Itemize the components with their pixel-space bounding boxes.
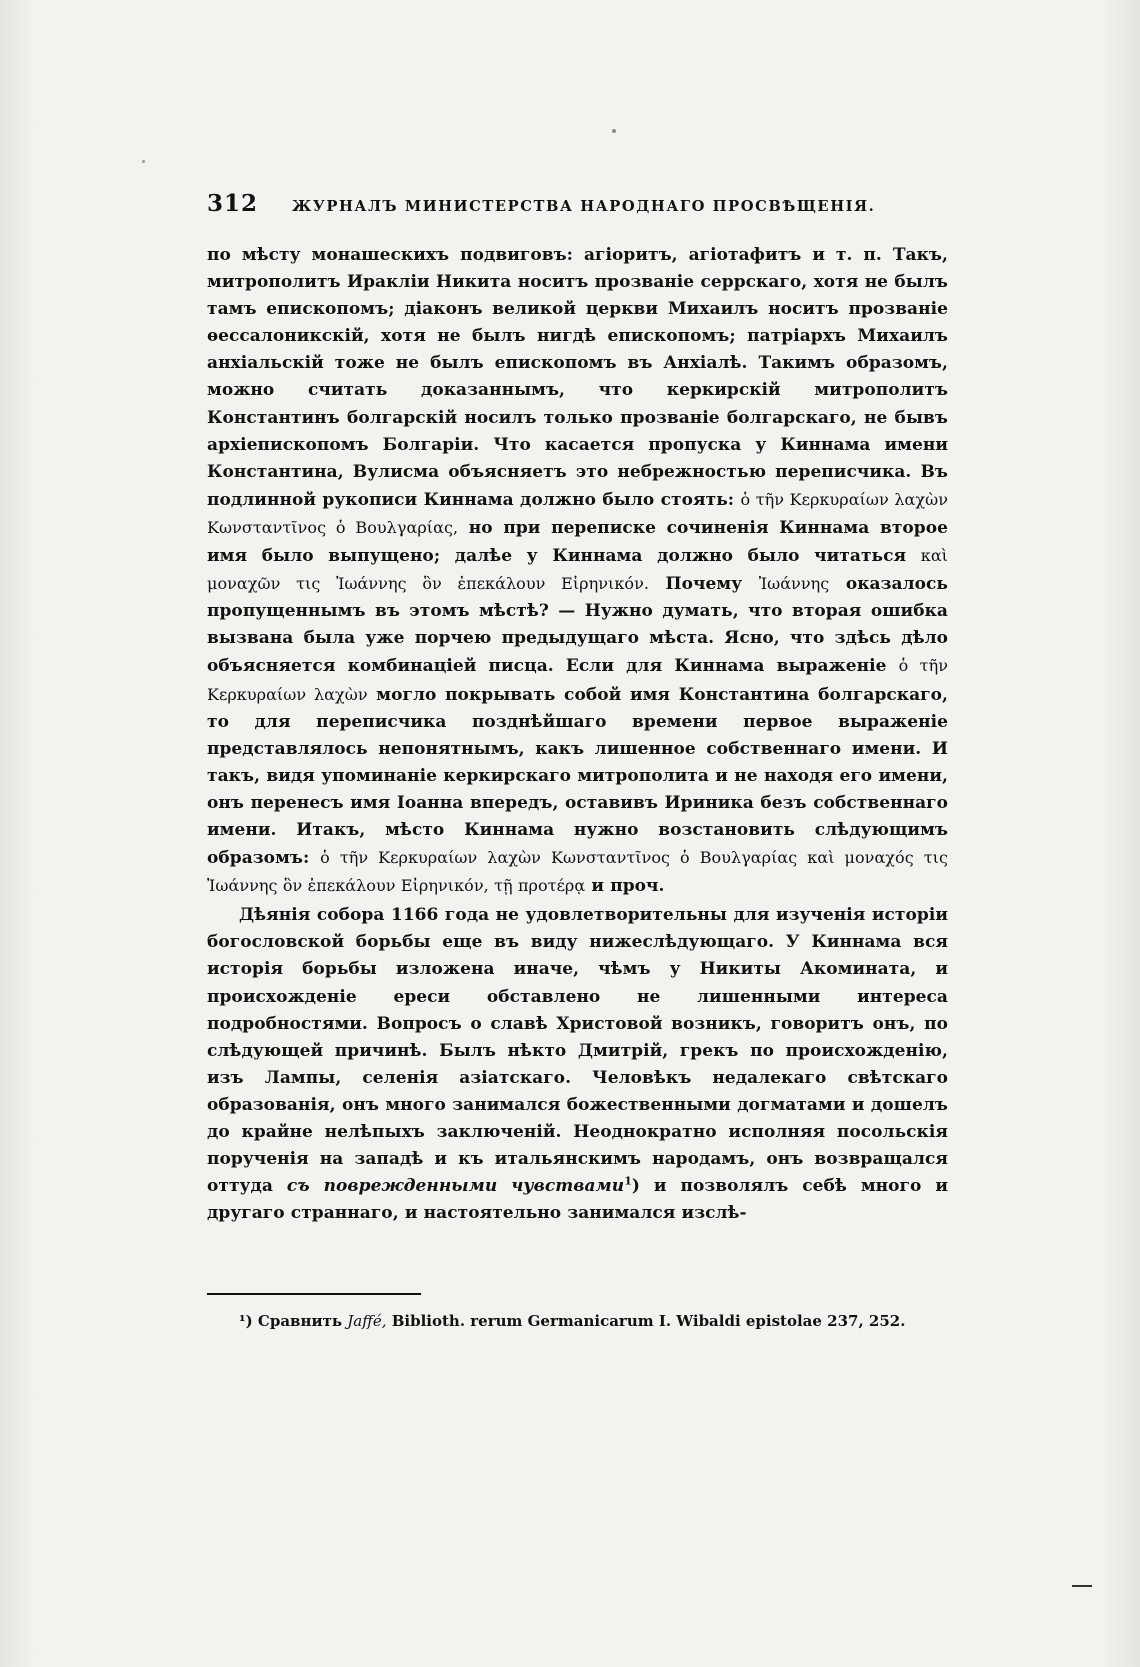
paragraph-text: и проч. [585,876,665,897]
greek-quotation: ὁ τῆν Κερκυραίων λαχὼν Κωνσταντῖνος ὁ Βουλγαρίας, [207,489,948,537]
running-title: ЖУРНАЛЪ МИНИСТЕРСТВА НАРОДНАГО ПРОСВѢЩЕНІЯ. [292,197,876,215]
page-number: 312 [207,190,259,217]
main-text [207,242,948,1627]
greek-name: Ἰωάννης [758,574,830,594]
greek-quotation: ὁ τῆν Κερκυραίων λαχὼν Κωνσταντῖνος ὁ Βουλγαρίας καὶ μοναχός τις Ἰωάννης ὃν ἐπεκάλουν Εἰρηνικόν, τῇ προτέρᾳ [207,848,948,896]
paragraph-text: Почему [649,574,759,595]
right-scan-shadow [1100,0,1140,1667]
paragraph-text: Дѣянія собора 1166 года не удовлетворительны для изученія исторіи богословской борьбы еще въ виду нижеслѣдующаго. У Киннама вся исторія борьбы изложена иначе, чѣмъ у Никиты Акомината, и происхожденіе ереси обставлено не лишенными интереса подробностями. Вопросъ о славѣ Христовой возникъ, говоритъ онъ, по слѣдующей причинѣ. Былъ нѣкто Дмитрій, грекъ по происхожденію, изъ Лампы, селенія азіатскаго. Человѣкъ недалекаго свѣтскаго образованія, онъ много занимался божественными догматами и дошелъ до крайне нелѣпыхъ заключеній. Неоднократно исполняя посольскія порученія на западѣ и къ итальянскимъ народамъ, онъ возвращался оттуда [207,905,948,1197]
paragraph [207,902,948,1227]
footnote-divider [207,1293,421,1295]
paragraph-text: могло покрывать собой имя Константина болгарскаго, то для переписчика позднѣйшаго времени первое выраженіе представлялось непонятнымъ, какъ лишенное собственнаго имени. И такъ, видя упоминаніе керкирскаго митрополита и не находя его имени, онъ перенесъ имя Іоанна впередъ, оставивъ Ириника безъ собственнаго имени. Итакъ, мѣсто Киннама нужно возстановить слѣдующимъ образомъ: [207,684,948,869]
greek-quotation: καὶ μοναχῶν τις Ἰωάννης ὃν ἐπεκάλουν Εἰρηνικόν. [207,546,948,594]
paragraph-text: ) и позволялъ себѣ много и другаго страннаго, и настоятельно занимался изслѣ- [207,1176,948,1224]
footnote-author: Jaffé, [347,1312,387,1330]
footnote-text: Сравнить [252,1312,348,1330]
emphasized-phrase: съ поврежденными чувствами [286,1176,625,1197]
greek-quotation: ὁ τῆν Κερκυραίων λαχὼν [207,656,948,704]
footnote-reference: 1 [624,1174,632,1188]
dust-speck [142,160,145,163]
dust-speck [612,129,616,133]
scan-mark [1072,1585,1092,1587]
footnote [239,1311,939,1331]
paragraph-text: оказалось пропущеннымъ въ этомъ мѣстѣ? — Нужно думать, что вторая ошибка вызвана была уже порчею предыдущаго мѣста. Ясно, что здѣсь дѣло объясняется комбинаціей писца. Если для Киннама выраженіе [207,574,948,677]
left-scan-shadow [0,0,36,1667]
paragraph [207,242,948,900]
footnote-text: Biblioth. rerum Germanicarum I. Wibaldi epistolae 237, 252. [386,1312,906,1330]
footnote-marker: ¹) [239,1312,253,1330]
paragraph-text: но при переписке сочиненія Киннама второе имя было выпущено; далѣе у Киннама должно было читаться [207,517,948,567]
page-header [207,190,967,226]
paragraph-text: по мѣсту монашескихъ подвиговъ: агіоритъ, агіотафитъ и т. п. Такъ, митрополитъ Ираклiи Никита носитъ прозваніе серрскаго, хотя не былъ тамъ епископомъ; діаконъ великой церкви Михаилъ носитъ прозваніе ѳессалоникскій, хотя не былъ нигдѣ епископомъ; патріархъ Михаилъ анхіальскій тоже не былъ епископомъ въ Анхіалѣ. Такимъ образомъ, можно считать доказаннымъ, что керкирскій митрополитъ Константинъ болгарскій носилъ только прозваніе болгарскаго, не бывъ архіепископомъ Болгаріи. Что касается пропуска у Киннама имени Константина, Вулисма объясняетъ это небрежностью переписчика. Въ подлинной рукописи Киннама должно было стоять: [207,245,948,510]
